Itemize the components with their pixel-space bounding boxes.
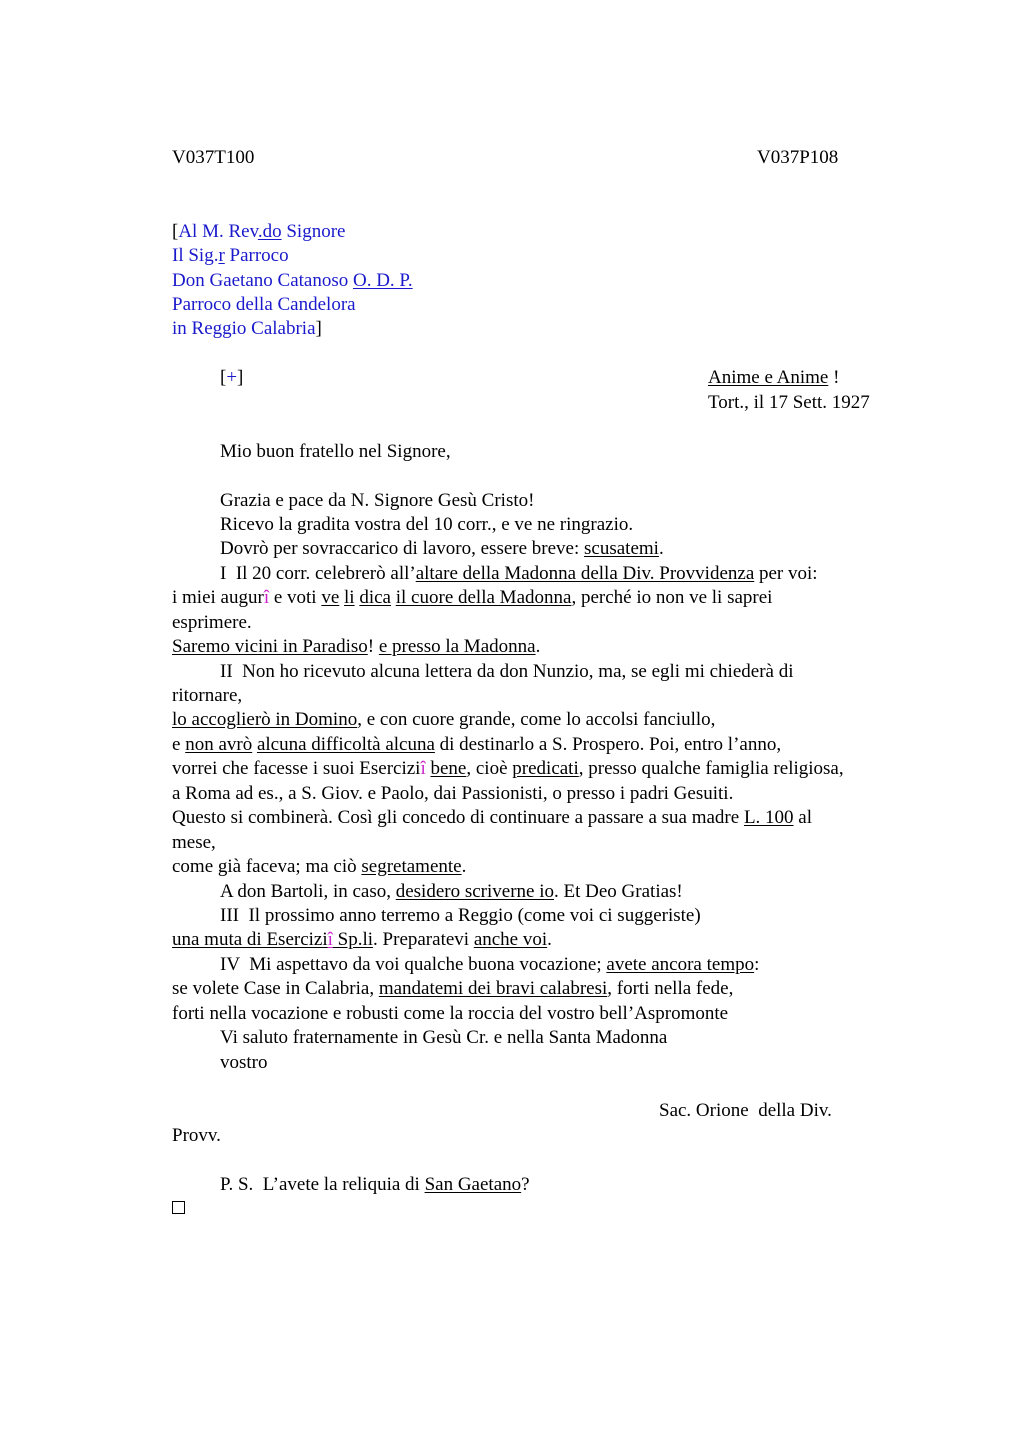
address-line-1: [Al M. Rev.do Signore <box>172 221 346 242</box>
cross-mark: [+] <box>220 367 244 388</box>
body-line: ritornare, <box>172 685 243 706</box>
body-line: Grazia e pace da N. Signore Gesù Cristo! <box>220 490 535 511</box>
body-line: i miei augurî e voti ve li dica il cuore della Madonna, perché io non ve li saprei <box>172 587 773 608</box>
body-line: II Non ho ricevuto alcuna lettera da don Nunzio, ma, se egli mi chiederà di <box>220 661 794 682</box>
body-line: vostro <box>220 1052 268 1073</box>
body-line: esprimere. <box>172 612 252 633</box>
body-line: se volete Case in Calabria, mandatemi dei bravi calabresi, forti nella fede, <box>172 978 734 999</box>
body-line: III Il prossimo anno terremo a Reggio (come voi ci suggeriste) <box>220 905 701 926</box>
document-ref-left: V037T100 <box>172 147 255 168</box>
address-line-4: Parroco della Candelora <box>172 294 356 315</box>
body-line: Dovrò per sovraccarico di lavoro, essere breve: scusatemi. <box>220 538 664 559</box>
body-line: Questo si combinerà. Così gli concedo di continuare a passare a sua madre L. 100 al <box>172 807 813 828</box>
body-line: Vi saluto fraternamente in Gesù Cr. e nella Santa Madonna <box>220 1027 668 1048</box>
signature-continuation: Provv. <box>172 1125 221 1146</box>
body-line: Ricevo la gradita vostra del 10 corr., e ve ne ringrazio. <box>220 514 634 535</box>
motto: Anime e Anime ! <box>708 367 840 388</box>
body-line: I Il 20 corr. celebrerò all’altare della Madonna della Div. Provvidenza per voi: <box>220 563 818 584</box>
body-line: mese, <box>172 832 216 853</box>
document-ref-right: V037P108 <box>757 147 839 168</box>
address-line-5: in Reggio Calabria] <box>172 318 322 339</box>
body-line: e non avrò alcuna difficoltà alcuna di destinarlo a S. Prospero. Poi, entro l’anno, <box>172 734 782 755</box>
body-line: una muta di Eserciziî Sp.li. Preparatevi anche voi. <box>172 929 552 950</box>
body-line: lo accoglierò in Domino, e con cuore grande, come lo accolsi fanciullo, <box>172 709 716 730</box>
salutation: Mio buon fratello nel Signore, <box>220 441 451 462</box>
end-box-mark <box>172 1201 185 1214</box>
body-line: a Roma ad es., a S. Giov. e Paolo, dai Passionisti, o presso i padri Gesuiti. <box>172 783 734 804</box>
place-date: Tort., il 17 Sett. 1927 <box>708 392 870 413</box>
postscript: P. S. L’avete la reliquia di San Gaetano? <box>220 1174 530 1195</box>
body-line: vorrei che facesse i suoi Eserciziî bene, cioè predicati, presso qualche famiglia religiosa, <box>172 758 844 779</box>
address-line-3: Don Gaetano Catanoso O. D. P. <box>172 270 413 291</box>
body-line: forti nella vocazione e robusti come la roccia del vostro bell’Aspromonte <box>172 1003 729 1024</box>
body-line: A don Bartoli, in caso, desidero scriverne io. Et Deo Gratias! <box>220 881 683 902</box>
address-line-2: Il Sig.r Parroco <box>172 245 289 266</box>
body-line: come già faceva; ma ciò segretamente. <box>172 856 467 877</box>
body-line: IV Mi aspettavo da voi qualche buona vocazione; avete ancora tempo: <box>220 954 760 975</box>
body-line: Saremo vicini in Paradiso! e presso la Madonna. <box>172 636 541 657</box>
signature: Sac. Orione della Div. <box>659 1100 832 1121</box>
